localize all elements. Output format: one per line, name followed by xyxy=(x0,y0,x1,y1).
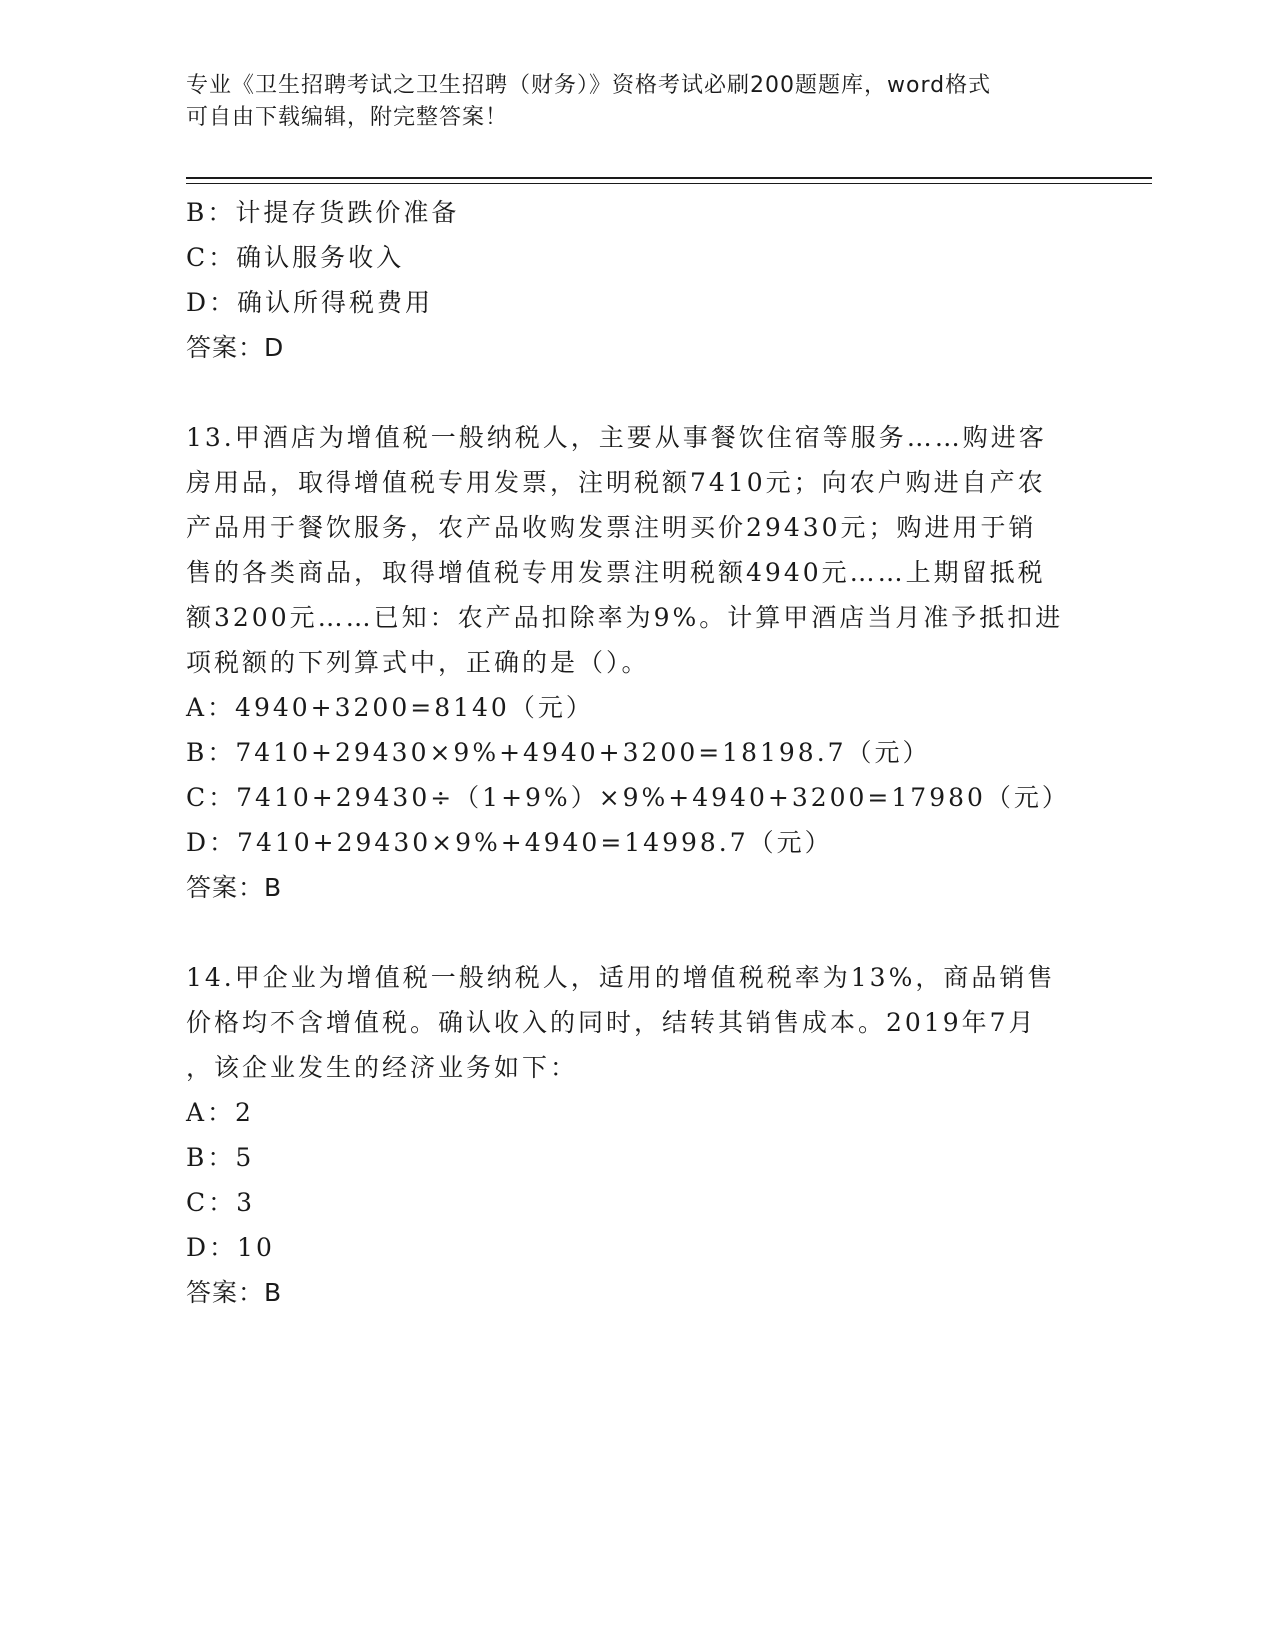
option-c: C：3 xyxy=(186,1188,256,1217)
answer-line: 答案：D xyxy=(186,333,285,362)
question-text-line: 房用品，取得增值税专用发票，注明税额7410元；向农户购进自产农 xyxy=(186,468,1046,497)
answer-line: 答案：B xyxy=(186,1278,283,1307)
question-text-line: ，该企业发生的经济业务如下： xyxy=(186,1053,579,1082)
option-c: C：7410+29430÷（1+9%）×9%+4940+3200=17980（元） xyxy=(186,783,1070,812)
option-a: A：4940+3200=8140（元） xyxy=(186,693,594,722)
option-b: B：5 xyxy=(186,1143,255,1172)
header-divider-thin xyxy=(186,183,1152,184)
option-d: D：10 xyxy=(186,1233,275,1262)
option-a: A：2 xyxy=(186,1098,254,1127)
header-divider-thick xyxy=(186,177,1152,179)
option-d: D：确认所得税费用 xyxy=(186,288,434,317)
question-text-line: 项税额的下列算式中，正确的是（）。 xyxy=(186,648,650,677)
header-line-1: 专业《卫生招聘考试之卫生招聘（财务）》资格考试必刷200题题库，word格式 xyxy=(186,73,992,98)
question-text-line: 价格均不含增值税。确认收入的同时，结转其销售成本。2019年7月 xyxy=(186,1008,1037,1037)
question-14 xyxy=(186,955,1086,1316)
question-12-tail xyxy=(186,190,1086,371)
question-text-line: 产品用于餐饮服务，农产品收购发票注明买价29430元；购进用于销 xyxy=(186,513,1037,542)
document-header xyxy=(186,70,1086,134)
spacer xyxy=(186,371,1086,415)
answer-line: 答案：B xyxy=(186,873,283,902)
option-c: C：确认服务收入 xyxy=(186,243,405,272)
spacer xyxy=(186,911,1086,955)
question-text-line: 售的各类商品，取得增值税专用发票注明税额4940元……上期留抵税 xyxy=(186,558,1046,587)
question-text-line: 14.甲企业为增值税一般纳税人，适用的增值税税率为13%，商品销售 xyxy=(186,963,1056,992)
question-13 xyxy=(186,415,1086,911)
question-text-line: 额3200元……已知：农产品扣除率为9%。计算甲酒店当月准予抵扣进 xyxy=(186,603,1064,632)
question-text-line: 13.甲酒店为增值税一般纳税人，主要从事餐饮住宿等服务……购进客 xyxy=(186,423,1047,452)
option-b: B：7410+29430×9%+4940+3200=18198.7（元） xyxy=(186,738,931,767)
option-b: B：计提存货跌价准备 xyxy=(186,198,460,227)
document-body xyxy=(186,190,1086,1316)
option-d: D：7410+29430×9%+4940=14998.7（元） xyxy=(186,828,833,857)
header-line-2: 可自由下载编辑，附完整答案！ xyxy=(186,105,509,130)
